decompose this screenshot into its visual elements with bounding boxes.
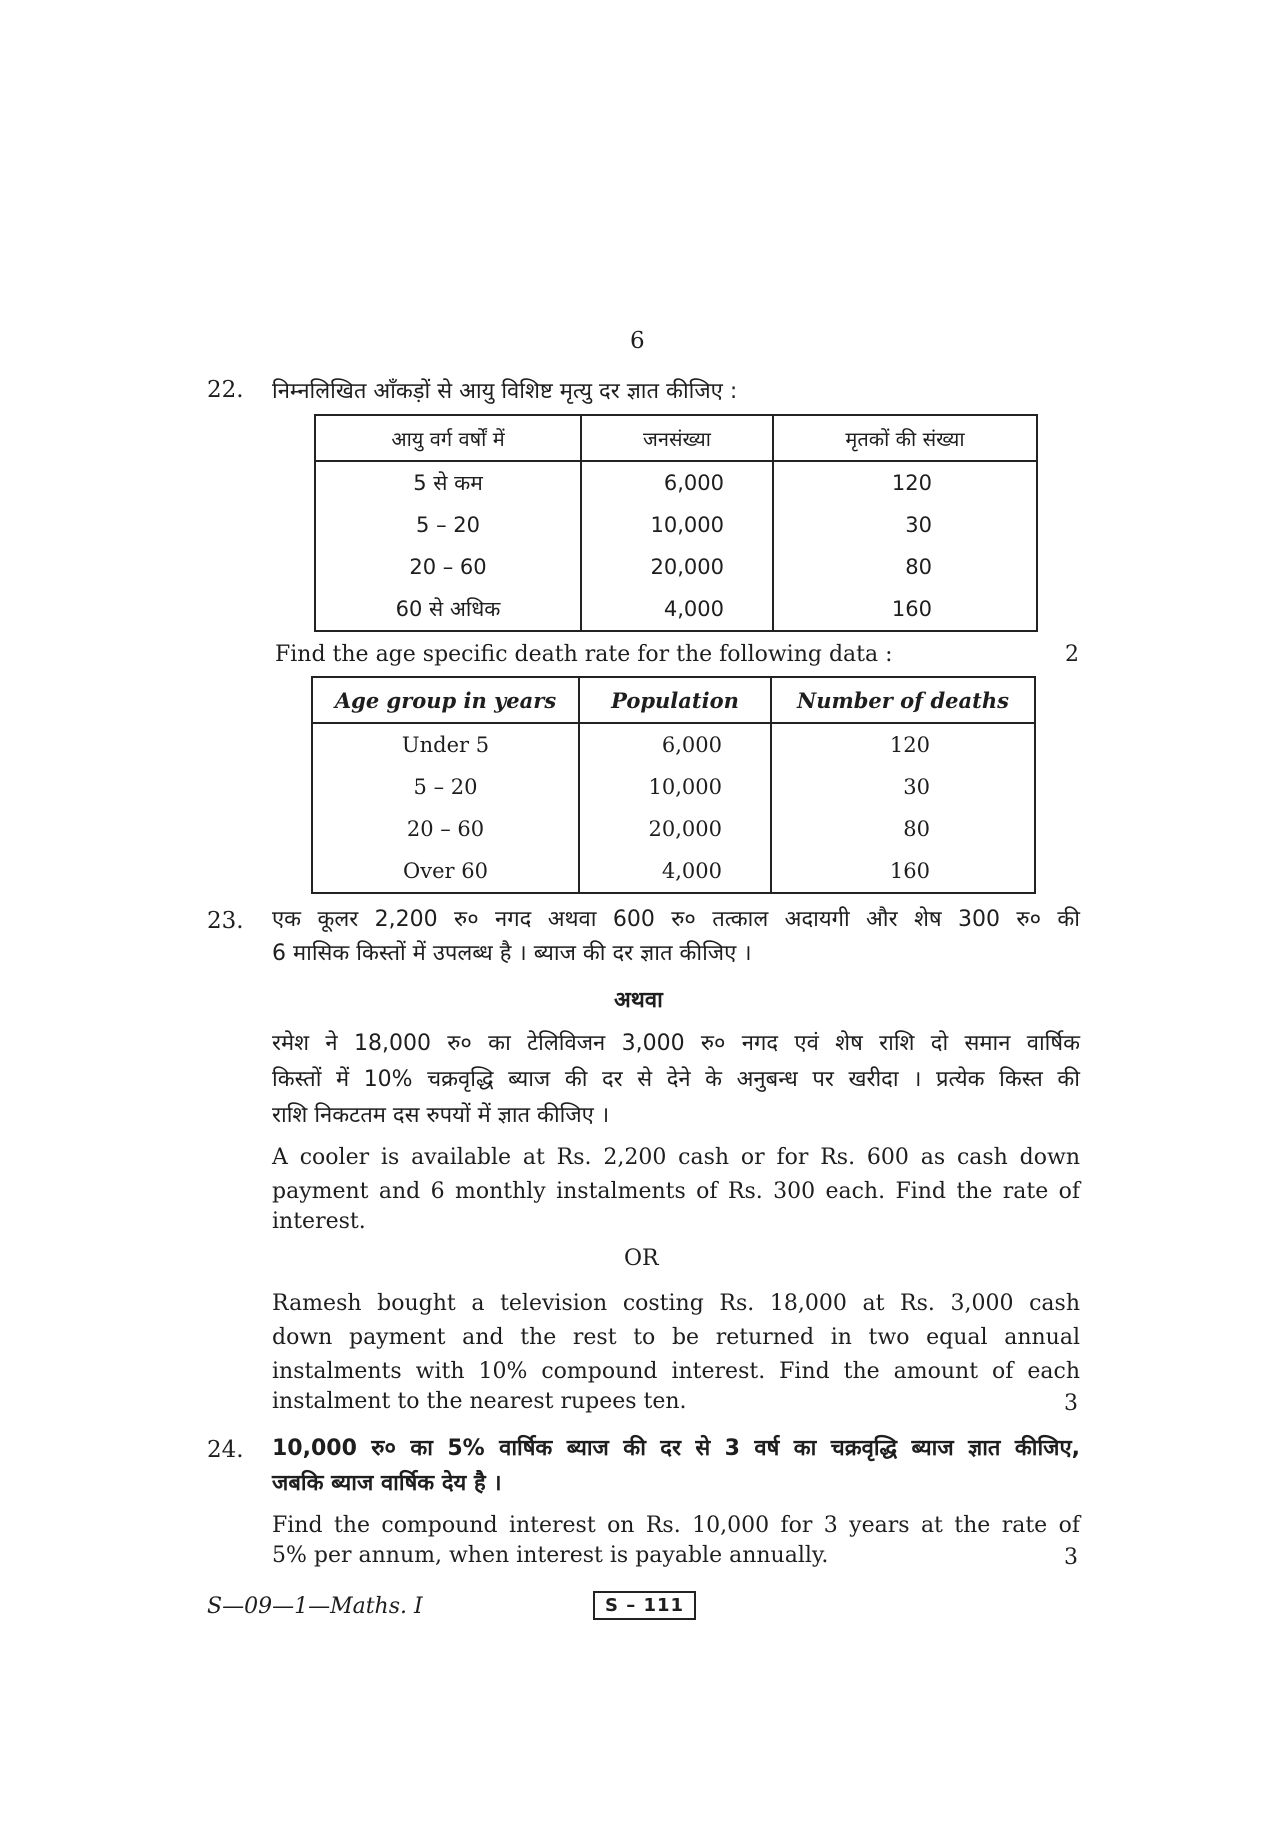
table-header: आयु वर्ग वर्षों में <box>315 415 581 461</box>
table-cell: 60 से अधिक <box>315 588 581 631</box>
q23-hindi-line-2: 6 मासिक किस्तों में उपलब्ध है । ब्याज की दर ज्ञात कीजिए । <box>272 941 752 966</box>
q23-hindi-line-1: एक कूलर 2,200 रु० नगद अथवा 600 रु० तत्काल अदायगी और शेष 300 रु० की <box>272 907 1080 932</box>
q23-hindi-alt-line-3: राशि निकटतम दस रुपयों में ज्ञात कीजिए । <box>272 1103 610 1128</box>
table-cell: 30 <box>903 775 930 799</box>
q22-marks: 2 <box>1065 642 1079 667</box>
q23-english-line-2: payment and 6 monthly instalments of Rs. 300 each. Find the rate of <box>272 1179 1080 1204</box>
q23-english-or: OR <box>624 1246 659 1271</box>
table-cell: 20 – 60 <box>315 546 581 588</box>
q24-hindi-line-2: जबकि ब्याज वार्षिक देय है । <box>272 1471 502 1496</box>
table-cell: 5 से कम <box>315 461 581 504</box>
q23-marks: 3 <box>1064 1391 1078 1416</box>
q24-english-line-1: Find the compound interest on Rs. 10,000 for 3 years at the rate of <box>272 1513 1080 1538</box>
table-cell: 10,000 <box>581 504 773 546</box>
table-cell: 80 <box>905 555 932 579</box>
table-cell: 80 <box>903 817 930 841</box>
q23-hindi-alt-line-2: किस्तों में 10% चक्रवृद्धि ब्याज की दर से देने के अनुबन्ध पर खरीदा । प्रत्येक किस्त की <box>272 1067 1080 1092</box>
table-cell: 160 <box>889 859 930 883</box>
table-header: मृतकों की संख्या <box>773 415 1037 461</box>
q23-hindi-alt-line-1: रमेश ने 18,000 रु० का टेलिविजन 3,000 रु० नगद एवं शेष राशि दो समान वार्षिक <box>272 1031 1080 1056</box>
q24-english-line-2: 5% per annum, when interest is payable annually. <box>272 1543 829 1568</box>
table-cell: 6,000 <box>579 723 771 766</box>
table-row <box>315 461 1037 504</box>
q23-english-alt-line-1: Ramesh bought a television costing Rs. 18,000 at Rs. 3,000 cash <box>272 1291 1080 1316</box>
table-row <box>315 588 1037 631</box>
table-cell: 20 – 60 <box>312 808 579 850</box>
table-row <box>312 723 1035 766</box>
question-number-23: 23. <box>207 908 244 934</box>
q22-english-table <box>311 676 1036 894</box>
q23-english-alt-line-2: down payment and the rest to be returned in two equal annual <box>272 1325 1080 1350</box>
table-cell: 20,000 <box>581 546 773 588</box>
table-cell: 120 <box>891 471 932 495</box>
table-cell: 4,000 <box>579 850 771 893</box>
q24-marks: 3 <box>1064 1545 1078 1570</box>
question-number-24: 24. <box>207 1437 244 1463</box>
table-cell: 5 – 20 <box>315 504 581 546</box>
table-cell: Over 60 <box>312 850 579 893</box>
table-header: Age group in years <box>312 677 579 723</box>
table-row <box>312 850 1035 893</box>
table-row <box>312 808 1035 850</box>
q22-english-prompt: Find the age specific death rate for the following data : <box>275 642 893 667</box>
table-cell: 30 <box>905 513 932 537</box>
paper-code: S—09—1—Maths. I <box>207 1594 423 1619</box>
q22-hindi-prompt: निम्नलिखित आँकड़ों से आयु विशिष्ट मृत्यु दर ज्ञात कीजिए : <box>272 379 738 404</box>
table-cell: 4,000 <box>581 588 773 631</box>
table-cell: 20,000 <box>579 808 771 850</box>
q23-english-alt-line-4: instalment to the nearest rupees ten. <box>272 1389 687 1414</box>
q23-english-line-3: interest. <box>272 1209 366 1234</box>
table-row <box>315 504 1037 546</box>
table-row <box>315 546 1037 588</box>
q23-english-alt-line-3: instalments with 10% compound interest. Find the amount of each <box>272 1359 1080 1384</box>
table-header: जनसंख्या <box>581 415 773 461</box>
table-cell: 6,000 <box>581 461 773 504</box>
question-number-22: 22. <box>207 377 244 403</box>
table-cell: 5 – 20 <box>312 766 579 808</box>
table-header: Number of deaths <box>771 677 1035 723</box>
table-cell: Under 5 <box>312 723 579 766</box>
q22-hindi-table <box>314 414 1038 632</box>
table-cell: 160 <box>891 597 932 621</box>
page-number: 6 <box>630 328 645 354</box>
paper-series-box: S – 111 <box>593 1591 696 1620</box>
table-row <box>312 766 1035 808</box>
table-cell: 10,000 <box>579 766 771 808</box>
q24-hindi-line-1: 10,000 रु० का 5% वार्षिक ब्याज की दर से 3 वर्ष का चक्रवृद्धि ब्याज ज्ञात कीजिए, <box>272 1436 1080 1461</box>
q23-english-line-1: A cooler is available at Rs. 2,200 cash or for Rs. 600 as cash down <box>272 1145 1080 1170</box>
table-cell: 120 <box>889 733 930 757</box>
q23-hindi-or: अथवा <box>614 988 663 1013</box>
table-header: Population <box>579 677 771 723</box>
